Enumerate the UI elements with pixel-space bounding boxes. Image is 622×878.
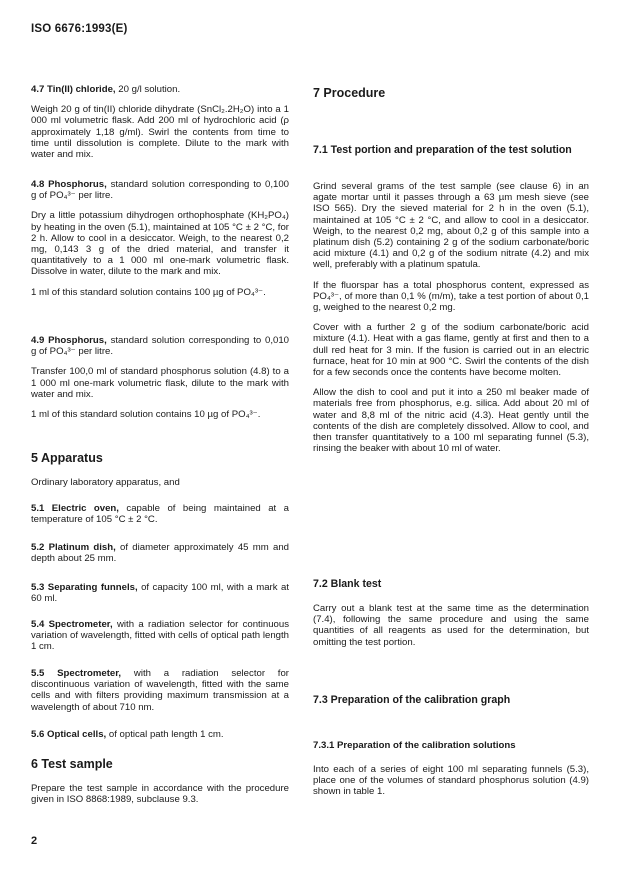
section-5-5-title: 5.5 Spectrometer, [31, 668, 122, 679]
section-4-7-text: Weigh 20 g of tin(II) chloride dihydrate (SnCl₂.2H₂O) into a 1 000 ml volumetric flask. Add 200 ml of hydrochloric acid (ρ approximately 1,18 g/ml). Swirl the contents from time to time until dissolution is complete. Dilute to the mark with water and mix. [31, 104, 289, 161]
section-7-3 [313, 694, 589, 707]
section-4-9-text: Transfer 100,0 ml of standard phosphorus solution (4.8) to a 1 000 ml one-mark volumetric flask, dilute to the mark with water and mix. [31, 366, 289, 400]
section-6 [31, 759, 289, 770]
section-7-3-heading: 7.3 Preparation of the calibration graph [313, 694, 511, 706]
section-5-6-title: 5.6 Optical cells, [31, 729, 107, 740]
section-4-9-intro: standard solution corresponding to 0,010 g of PO₄³⁻ per litre. [31, 335, 290, 358]
section-6-heading: 6 Test sample [31, 757, 113, 771]
section-7-heading: 7 Procedure [313, 86, 386, 100]
section-5-6 [31, 729, 289, 749]
section-7-1-heading: 7.1 Test portion and preparation of the test solution [313, 144, 572, 156]
section-4-8-note: 1 ml of this standard solution contains 100 µg of PO₄³⁻. [31, 286, 266, 298]
section-5-intro-block [31, 477, 289, 497]
section-4-9 [31, 335, 289, 429]
section-7-1-para-2: If the fluorspar has a total phosphorus content, expressed as PO₄³⁻, of more than 0,1 % (m/m), take a test portion of about 0,1 g, weighed to the nearest 0,2 mg. [313, 279, 589, 314]
section-5-1 [31, 503, 289, 534]
section-5-4-text: with a radiation selector for continuous variation of wavelength, fitted with cells of optical path length 1 cm. [31, 619, 289, 653]
section-7-1-body [313, 181, 589, 463]
section-7-1-para-3: Cover with a further 2 g of the sodium carbonate/boric acid mixture (4.1). Heat with a gas flame, gently at first and then to a dull red heat for 3 min. If the fusion is carried out in an electric furnace, heat for 10 min at 900 °C. Swirl the contents of the dish for a few seconds once the contents have become molten. [313, 322, 589, 379]
section-7 [313, 88, 589, 99]
section-7-3-1-heading: 7.3.1 Preparation of the calibration solutions [313, 740, 516, 751]
section-4-8 [31, 179, 289, 307]
section-5-6-text: of optical path length 1 cm. [108, 729, 224, 740]
section-5 [31, 453, 289, 464]
section-5-1-text: capable of being maintained at a temperature of 105 °C ± 2 °C. [31, 503, 289, 526]
section-5-intro: Ordinary laboratory apparatus, and [31, 477, 180, 488]
section-4-8-intro: standard solution corresponding to 0,100 g of PO₄³⁻ per litre. [31, 179, 290, 202]
section-5-4 [31, 619, 289, 662]
section-4-9-title: 4.9 Phosphorus, [31, 335, 107, 346]
section-4-7 [31, 84, 289, 169]
section-5-2-text: of diameter approximately 45 mm and depth about 25 mm. [31, 542, 289, 565]
section-5-3-text: of capacity 100 ml, with a mark at 60 ml. [31, 582, 290, 605]
section-4-8-text: Dry a little potassium dihydrogen orthophosphate (KH₂PO₄) by heating in the oven (5.1), maintained at 105 °C ± 2 °C, for 2 h. Allow to cool in a desiccator. Weigh, to the nearest 0,2 mg, 0,143 3 g of the dried material, and transfer it quantitatively to a 1 000 ml one-mark volumetric flask. Dissolve in water, dilute to the mark and mix. [31, 210, 289, 278]
section-5-4-title: 5.4 Spectrometer, [31, 619, 113, 630]
section-7-3-1 [313, 740, 589, 751]
section-7-3-1-text: Into each of a series of eight 100 ml separating funnels (5.3), place one of the volumes of standard phosphorus solution (4.9) shown in table 1. [313, 764, 589, 798]
section-5-1-title: 5.1 Electric oven, [31, 503, 119, 514]
page-number: 2 [31, 835, 38, 847]
section-4-7-title: 4.7 Tin(II) chloride, [31, 84, 116, 95]
document-header: ISO 6676:1993(E) [31, 23, 128, 35]
section-7-2 [313, 578, 589, 591]
section-7-1 [313, 144, 589, 157]
section-5-heading: 5 Apparatus [31, 451, 103, 465]
section-5-2 [31, 542, 289, 573]
section-7-1-para-1: Grind several grams of the test sample (see clause 6) in an agate mortar until it passes through a 63 µm mesh sieve (see ISO 565). Dry the sieved material for 2 h in the oven (5.1), maintained at 105 °C ± 2 °C, and allow to cool in a desiccator. Weigh, to the nearest 0,2 mg, about 0,2 g of this sample into a platinum dish (5.2) containing 2 g of the sodium carbonate/boric acid mixture (4.1) and 0,2 g of the sodium nitrate (4.2) and mix well, preferably with a platinum spatula. [313, 181, 589, 271]
section-5-5 [31, 668, 289, 722]
section-4-8-title: 4.8 Phosphorus, [31, 179, 107, 190]
section-5-2-title: 5.2 Platinum dish, [31, 542, 116, 553]
section-7-2-body [313, 603, 589, 657]
section-4-7-intro: 20 g/l solution. [118, 84, 181, 95]
section-7-2-heading: 7.2 Blank test [313, 578, 382, 590]
section-4-9-note: 1 ml of this standard solution contains 10 µg of PO₄³⁻. [31, 409, 261, 421]
section-6-body [31, 783, 289, 814]
section-6-text: Prepare the test sample in accordance with the procedure given in ISO 8868:1989, subclause 9.3. [31, 783, 289, 806]
section-5-3 [31, 582, 289, 613]
section-5-3-title: 5.3 Separating funnels, [31, 582, 138, 593]
section-7-3-1-body [313, 764, 589, 807]
section-7-2-text: Carry out a blank test at the same time as the determination (7.4), following the same procedure and using the same quantities of all reagents as used for the determination, but omitting the test portion. [313, 603, 589, 648]
section-5-5-text: with a radiation selector for discontinuous variation of wavelength, fitted with the same cells and with filters providing maximum transmission at a wavelength of about 710 nm. [31, 668, 289, 713]
section-7-1-para-4: Allow the dish to cool and put it into a 250 ml beaker made of materials free from phosphorus, e.g. silica. Add about 20 ml of water and 8,8 ml of the nitric acid (4.3). Heat gently until the contents of the dish are completely dissolved. Allow to cool, and then transfer quantitatively to a 100 ml separating funnel (5.3), rinsing the beaker with about 10 ml of water. [313, 387, 589, 455]
